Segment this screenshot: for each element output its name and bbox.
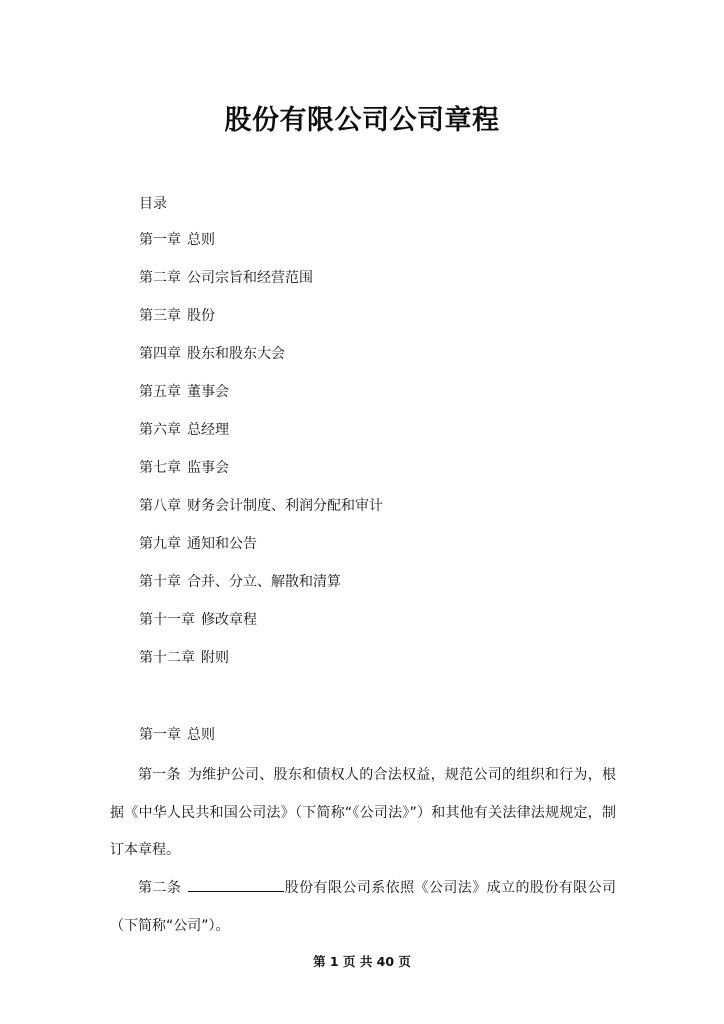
chapter-heading (139, 724, 215, 744)
toc-item (139, 421, 383, 459)
toc-item (139, 383, 383, 421)
toc-item-title: 股份 (187, 308, 215, 324)
toc-item (139, 535, 383, 573)
toc-item (139, 459, 383, 497)
toc-item-title: 合并、分立、解散和清算 (187, 574, 341, 590)
toc-item-title: 总经理 (187, 422, 229, 438)
article-label: 第二条 (138, 880, 182, 896)
chapter-number: 第一章 (139, 727, 181, 743)
toc-item-number: 第六章 (139, 422, 181, 438)
toc-item (139, 611, 383, 649)
toc-item-number: 第四章 (139, 346, 181, 362)
toc-item (139, 269, 383, 307)
toc-item-number: 第十一章 (139, 612, 195, 628)
toc-item-number: 第八章 (139, 498, 181, 514)
fill-in-blank[interactable] (188, 877, 284, 892)
toc-item (139, 573, 383, 611)
toc-item (139, 497, 383, 535)
toc-item-title: 监事会 (187, 460, 229, 476)
toc-item (139, 231, 383, 269)
toc-item-number: 第五章 (139, 384, 181, 400)
article-1 (110, 757, 616, 870)
toc-item-number: 第九章 (139, 536, 181, 552)
toc-item-number: 第二章 (139, 270, 181, 286)
document-title: 股份有限公司公司章程 (224, 105, 500, 136)
toc-item-number: 第三章 (139, 308, 181, 324)
article-text: 为维护公司、股东和债权人的合法权益，规范公司的组织和行为，根据《中华人民共和国公司法》（下简称“《公司法》”）和其他有关法律法规规定，制订本章程。 (110, 767, 616, 858)
toc-item (139, 307, 383, 345)
article-text: 股份有限公司系依照《公司法》成立的股份有限公司（下简称“公司”）。 (110, 880, 617, 934)
toc-item-title: 总则 (187, 232, 215, 248)
toc-item-number: 第十章 (139, 574, 181, 590)
toc-item (139, 345, 383, 383)
toc-item-title: 通知和公告 (187, 536, 257, 552)
toc-item-title: 董事会 (187, 384, 229, 400)
toc-item-title: 修改章程 (201, 612, 257, 628)
toc-item-title: 公司宗旨和经营范围 (187, 270, 313, 286)
toc-item (139, 649, 383, 687)
toc-heading: 目录 (139, 196, 167, 212)
toc-item-title: 财务会计制度、利润分配和审计 (187, 498, 383, 514)
article-label: 第一条 (138, 767, 181, 783)
toc-item-number: 第一章 (139, 232, 181, 248)
table-of-contents (139, 231, 383, 687)
toc-item-title: 附则 (201, 650, 229, 666)
page-number-footer: 第 1 页 共 40 页 (313, 954, 411, 969)
toc-item-number: 第七章 (139, 460, 181, 476)
article-2 (110, 870, 616, 945)
toc-item-title: 股东和股东大会 (187, 346, 285, 362)
toc-item-number: 第十二章 (139, 650, 195, 666)
chapter-title: 总则 (187, 727, 215, 743)
